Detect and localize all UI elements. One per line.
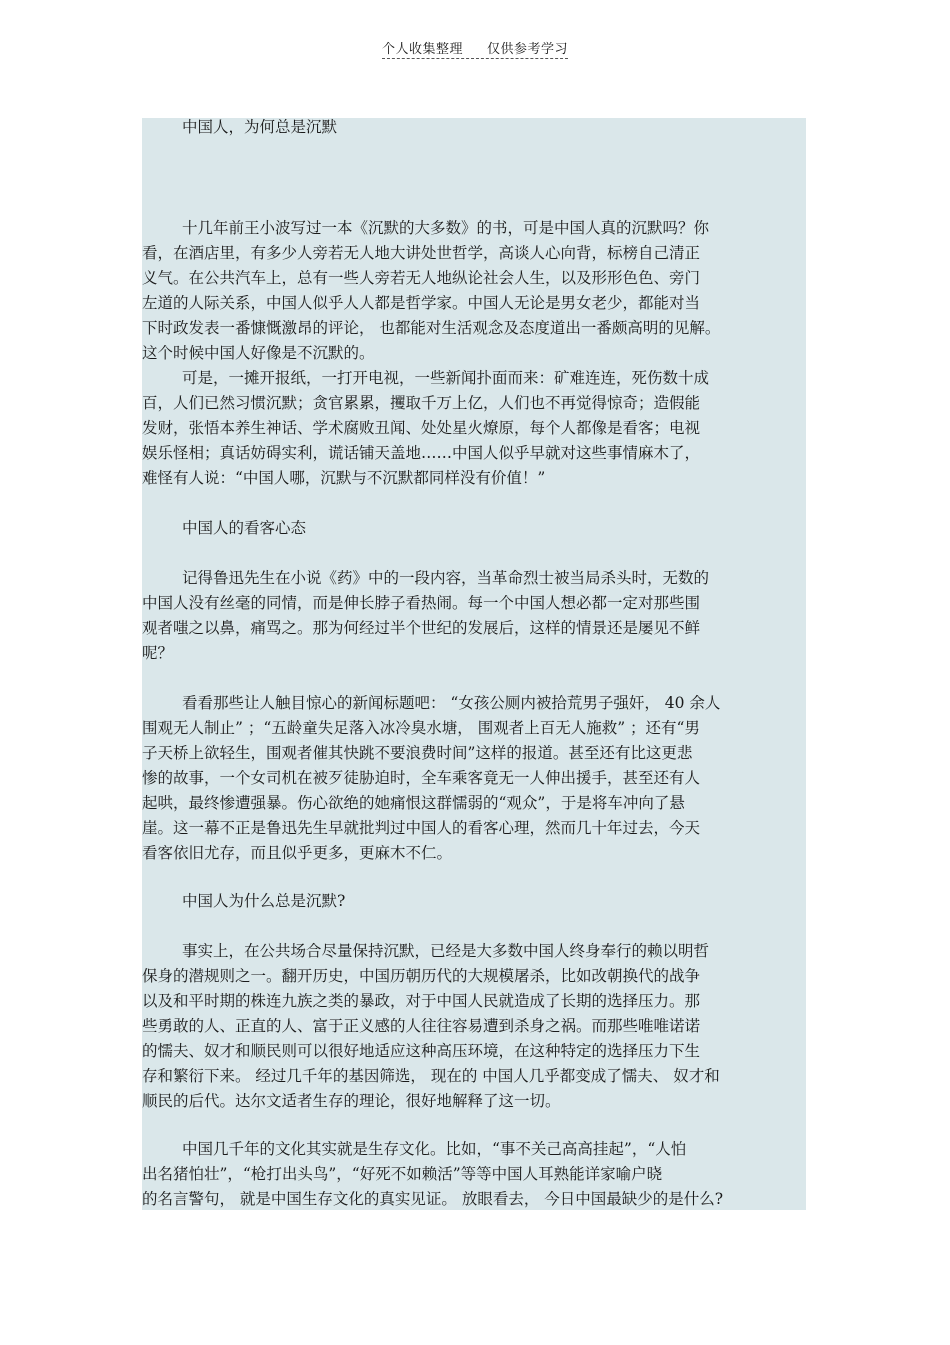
paragraph-line: 呢？ [142,644,174,662]
paragraph-line: 十几年前王小波写过一本《沉默的大多数》的书，可是中国人真的沉默吗？你 [182,219,710,237]
paragraph-line: 顺民的后代。达尔文适者生存的理论，很好地解释了这一切。 [142,1092,561,1110]
paragraph-line: 百，人们已然习惯沉默；贪官累累，攫取千万上亿，人们也不再觉得惊奇；造假能 [142,394,701,412]
paragraph-line: 这个时候中国人好像是不沉默的。 [142,344,375,362]
paragraph-line: 义气。在公共汽车上，总有一些人旁若无人地纵论社会人生，以及形形色色、旁门 [142,269,701,287]
paragraph-line: 中国人没有丝毫的同情，而是伸长脖子看热闹。每一个中国人想必都一定对那些围 [142,594,701,612]
paragraph-line: 子天桥上欲轻生，围观者催其快跳不要浪费时间”这样的报道。甚至还有比这更悲 [142,744,693,762]
paragraph-line: 崖。这一幕不正是鲁迅先生早就批判过中国人的看客心理，然而几十年过去，今天 [142,819,701,837]
paragraph-line: 难怪有人说：“中国人哪，沉默与不沉默都同样没有价值！” [142,469,546,487]
paragraph-line: 下时政发表一番慷慨激昂的评论， 也都能对生活观念及态度道出一番颇高明的见解。 [142,319,721,337]
page-header [0,38,950,57]
section-heading-spectator: 中国人的看客心态 [182,519,307,537]
paragraph-line: 事实上，在公共场合尽量保持沉默，已经是大多数中国人终身奉行的赖以明哲 [182,942,710,960]
header-left-text: 个人收集整理 [381,42,463,57]
paragraph-5 [142,939,720,1114]
paragraph-line: 的懦夫、奴才和顺民则可以很好地适应这种高压环境，在这种特定的选择压力下生 [142,1042,701,1060]
paragraph-line: 以及和平时期的株连九族之类的暴政，对于中国人民就造成了长期的选择压力。那 [142,992,701,1010]
paragraph-line: 看客依旧尤存，而且似乎更多，更麻木不仁。 [142,844,453,862]
paragraph-line: 中国几千年的文化其实就是生存文化。比如，“事不关己高高挂起”，“人怕 [182,1140,687,1158]
paragraph-line: 些勇敢的人、正直的人、富于正义感的人往往容易遭到杀身之祸。而那些唯唯诺诺 [142,1017,701,1035]
paragraph-line: 存和繁衍下来。 经过几千年的基因筛选， 现在的 中国人几乎都变成了懦夫、 奴才和 [142,1067,720,1085]
paragraph-line: 出名猪怕壮”，“枪打出头鸟”，“好死不如赖活”等等中国人耳熟能详家喻户晓 [142,1165,663,1183]
paragraph-1 [142,216,720,366]
paragraph-line: 左道的人际关系，中国人似乎人人都是哲学家。中国人无论是男女老少，都能对当 [142,294,701,312]
paragraph-line: 发财，张悟本养生神话、学术腐败丑闻、处处星火燎原，每个人都像是看客；电视 [142,419,701,437]
section-heading-why-silent: 中国人为什么总是沉默? [182,892,346,910]
paragraph-line: 娱乐怪相；真话妨碍实利，谎话铺天盖地……中国人似乎早就对这些事情麻木了， [142,444,701,462]
paragraph-line: 记得鲁迅先生在小说《药》中的一段内容，当革命烈士被当局杀头时，无数的 [182,569,710,587]
article-title: 中国人，为何总是沉默 [182,118,338,136]
paragraph-line: 保身的潜规则之一。翻开历史，中国历朝历代的大规模屠杀，比如改朝换代的战争 [142,967,701,985]
paragraph-line: 惨的故事，一个女司机在被歹徒胁迫时，全车乘客竟无一人伸出援手，甚至还有人 [142,769,701,787]
paragraph-line: 的名言警句， 就是中国生存文化的真实见证。 放眼看去， 今日中国最缺少的是什么? [142,1190,724,1208]
paragraph-line: 起哄，最终惨遭强暴。伤心欲绝的她痛恨这群懦弱的“观众”，于是将车冲向了悬 [142,794,685,812]
paragraph-line: 看，在酒店里，有多少人旁若无人地大讲处世哲学，高谈人心向背，标榜自己清正 [142,244,701,262]
paragraph-line: 观者嗤之以鼻，痛骂之。那为何经过半个世纪的发展后，这样的情景还是屡见不鲜 [142,619,701,637]
paragraph-6 [142,1137,723,1210]
paragraph-2 [142,366,709,491]
article-body [142,118,806,1210]
paragraph-line: 看看那些让人触目惊心的新闻标题吧： “女孩公厕内被拾荒男子强奸， 40 余人 [182,694,721,712]
paragraph-4 [142,691,720,866]
header-right-text: 仅供参考学习 [487,42,569,57]
paragraph-3 [142,566,709,666]
paragraph-line: 围观无人制止” ；“五龄童失足落入冰冷臭水塘， 围观者上百无人施救” ；还有“男 [142,719,700,737]
header-divider [382,58,568,59]
paragraph-line: 可是，一摊开报纸，一打开电视，一些新闻扑面而来：矿难连连，死伤数十成 [182,369,710,387]
